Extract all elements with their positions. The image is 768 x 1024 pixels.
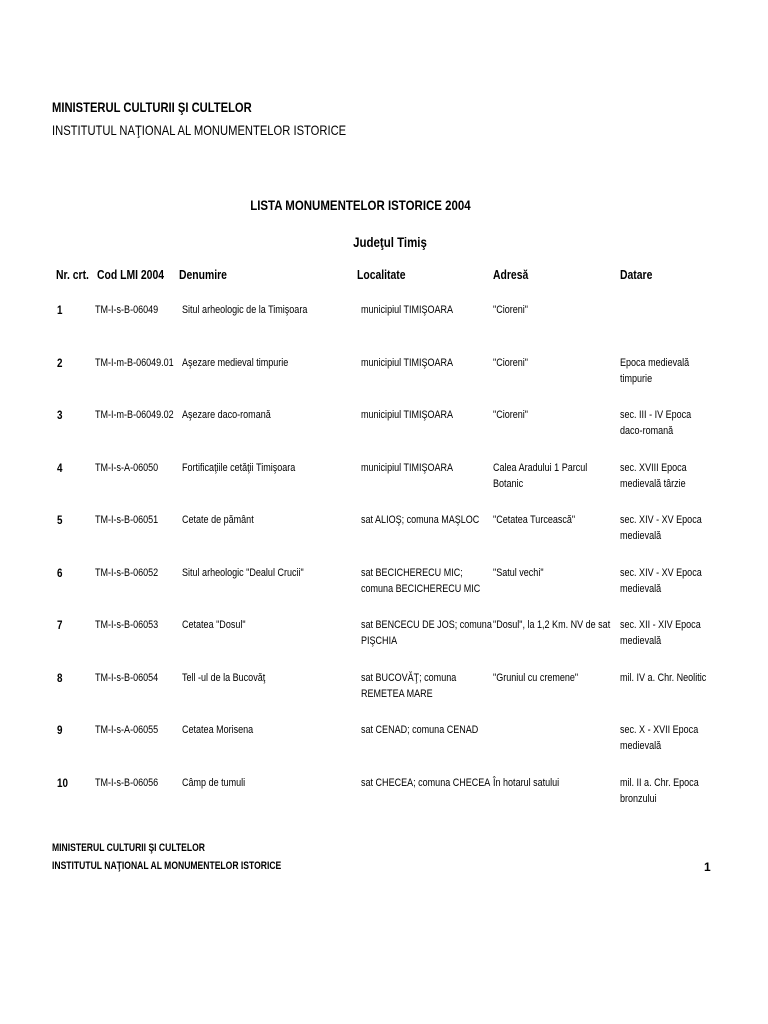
- cell-denumire-text: Situl arheologic de la Timişoara: [182, 304, 308, 316]
- cell-nr-text: 1: [57, 303, 63, 317]
- cell-datare: [620, 565, 720, 597]
- cell-cod: [95, 512, 172, 528]
- cell-denumire-text: Situl arheologic "Dealul Crucii": [182, 566, 304, 579]
- table-row: [0, 722, 768, 772]
- cell-denumire: [182, 722, 269, 738]
- cell-denumire: [182, 565, 330, 581]
- cell-cod-text: TM-I-s-B-06056: [95, 776, 159, 789]
- cell-localitate-text: sat BECICHERECU MIC;: [361, 566, 463, 579]
- cell-localitate: [361, 512, 505, 544]
- table-row: [0, 355, 768, 405]
- cell-adresa-text: "Satul vechi": [493, 566, 544, 579]
- column-header-cod: Cod LMI 2004: [97, 267, 165, 282]
- cell-adresa-text: "Dosul", la 1,2 Km. NV de sat: [493, 619, 611, 631]
- cell-cod: [95, 670, 172, 686]
- cell-datare-text: Epoca medievală: [620, 356, 690, 369]
- footer-institute: INSTITUTUL NAŢIONAL AL MONUMENTELOR ISTORICE: [52, 860, 282, 872]
- column-header-denumire: Denumire: [179, 267, 227, 282]
- cell-denumire: [182, 355, 312, 371]
- cell-denumire-text: Cetatea Morisena: [182, 724, 254, 736]
- cell-datare-text: daco-romană: [620, 425, 674, 437]
- cell-datare: [620, 512, 720, 544]
- cell-denumire-text: Câmp de tumuli: [182, 776, 246, 789]
- cell-nr-text: 6: [57, 565, 63, 580]
- cell-adresa-text: "Gruniul cu cremene": [493, 671, 579, 684]
- cell-adresa-text: "Cetatea Turcească": [493, 514, 576, 526]
- cell-cod: [95, 617, 172, 633]
- cell-cod: [95, 355, 191, 371]
- table-row: [0, 407, 768, 457]
- cell-denumire: [182, 302, 335, 318]
- cell-cod-text: TM-I-s-B-06053: [95, 619, 159, 631]
- cell-denumire: [182, 407, 290, 423]
- cell-nr-text: 9: [57, 723, 63, 737]
- cell-nr: [57, 512, 64, 528]
- cell-cod: [95, 722, 172, 738]
- cell-localitate-text: municipiul TIMIŞOARA: [361, 356, 454, 369]
- cell-localitate-text: comuna BECICHERECU MIC: [361, 582, 481, 595]
- cell-adresa-text: Calea Aradului 1 Parcul: [493, 461, 588, 474]
- cell-localitate-text: municipiul TIMIŞOARA: [361, 304, 454, 316]
- cell-nr: [57, 722, 64, 738]
- cell-denumire: [182, 460, 320, 476]
- cell-datare: [620, 355, 704, 387]
- cell-localitate-text: sat BUCOVĂŢ; comuna: [361, 671, 457, 684]
- page-number: 1: [704, 860, 711, 874]
- cell-cod-text: TM-I-s-B-06054: [95, 671, 159, 684]
- cell-nr-text: 5: [57, 513, 63, 527]
- cell-adresa-text: "Cioreni": [493, 356, 528, 369]
- footer-ministry: MINISTERUL CULTURII ŞI CULTELOR: [52, 842, 206, 854]
- cell-nr: [57, 565, 64, 581]
- cell-datare-text: medievală târzie: [620, 477, 686, 490]
- cell-datare-text: medievală: [620, 740, 662, 752]
- cell-localitate: [361, 670, 477, 702]
- table-row: [0, 460, 768, 510]
- cell-nr-text: 4: [57, 460, 63, 475]
- cell-datare: [620, 460, 701, 492]
- cell-nr: [57, 617, 64, 633]
- cell-datare-text: sec. XIV - XV Epoca: [620, 514, 702, 526]
- cell-datare-text: timpurie: [620, 372, 653, 385]
- cell-datare-text: mil. IV a. Chr. Neolitic: [620, 671, 707, 684]
- cell-datare: [620, 722, 715, 754]
- cell-cod-text: TM-I-s-B-06052: [95, 566, 159, 579]
- cell-cod: [95, 407, 191, 423]
- cell-adresa: [493, 670, 597, 702]
- cell-localitate: [361, 722, 504, 754]
- column-header-adresa: Adresă: [493, 267, 529, 282]
- cell-nr: [57, 460, 64, 476]
- cell-datare-text: medievală: [620, 530, 662, 542]
- cell-adresa: [493, 407, 536, 439]
- cell-cod: [95, 460, 172, 476]
- cell-cod-text: TM-I-m-B-06049.01: [95, 356, 174, 369]
- cell-cod-text: TM-I-s-A-06050: [95, 461, 159, 474]
- cell-localitate-text: municipiul TIMIŞOARA: [361, 461, 454, 474]
- column-header-nr: Nr. crt.: [56, 267, 89, 282]
- cell-datare: [620, 617, 718, 649]
- cell-datare-text: bronzului: [620, 792, 657, 805]
- cell-cod: [95, 565, 172, 581]
- cell-localitate: [361, 460, 473, 492]
- cell-denumire: [182, 775, 259, 791]
- cell-localitate-text: sat BENCECU DE JOS; comuna: [361, 619, 492, 631]
- cell-localitate-text: REMETEA MARE: [361, 687, 433, 700]
- cell-datare-text: sec. III - IV Epoca: [620, 409, 692, 421]
- cell-adresa-text: Botanic: [493, 477, 524, 490]
- cell-localitate-text: sat CHECEA; comuna CHECEA: [361, 776, 491, 789]
- cell-nr: [57, 407, 64, 423]
- cell-datare-text: mil. II a. Chr. Epoca: [620, 776, 699, 789]
- cell-nr: [57, 302, 64, 318]
- cell-datare: [620, 670, 725, 702]
- column-header-datare: Datare: [620, 267, 653, 282]
- cell-adresa: [493, 302, 536, 334]
- cell-datare-text: sec. XVIII Epoca: [620, 461, 687, 474]
- cell-datare-text: sec. XIV - XV Epoca: [620, 566, 702, 579]
- document-subtitle: Judeţul Timiş: [353, 234, 427, 250]
- cell-denumire: [182, 617, 260, 633]
- cell-denumire-text: Fortificaţiile cetăţii Timişoara: [182, 461, 296, 474]
- cell-adresa: [493, 355, 536, 387]
- cell-adresa: [493, 565, 555, 597]
- cell-nr-text: 7: [57, 618, 63, 632]
- cell-denumire: [182, 670, 284, 686]
- institute-header: INSTITUTUL NAŢIONAL AL MONUMENTELOR ISTORICE: [52, 122, 347, 138]
- cell-nr-text: 3: [57, 408, 63, 422]
- cell-adresa: [493, 775, 574, 807]
- cell-cod-text: TM-I-m-B-06049.02: [95, 409, 174, 421]
- cell-adresa: [493, 512, 593, 544]
- table-row: [0, 512, 768, 562]
- cell-cod-text: TM-I-s-A-06055: [95, 724, 159, 736]
- cell-denumire-text: Cetatea "Dosul": [182, 619, 246, 631]
- cell-adresa-text: În hotarul satului: [493, 776, 560, 789]
- cell-cod: [95, 775, 172, 791]
- cell-denumire-text: Tell -ul de la Bucovăţ: [182, 671, 266, 684]
- cell-nr-text: 2: [57, 355, 63, 370]
- cell-datare-text: medievală: [620, 635, 662, 647]
- cell-nr: [57, 775, 70, 791]
- ministry-header: MINISTERUL CULTURII ŞI CULTELOR: [52, 99, 252, 115]
- column-header-localitate: Localitate: [357, 267, 406, 282]
- cell-localitate: [361, 302, 473, 334]
- cell-cod-text: TM-I-s-B-06049: [95, 304, 159, 316]
- cell-localitate-text: sat CENAD; comuna CENAD: [361, 724, 479, 736]
- cell-localitate: [361, 565, 506, 597]
- table-row: [0, 565, 768, 615]
- cell-adresa-text: "Cioreni": [493, 304, 528, 316]
- cell-nr: [57, 355, 64, 371]
- cell-nr: [57, 670, 64, 686]
- cell-cod-text: TM-I-s-B-06051: [95, 514, 159, 526]
- cell-datare-text: sec. X - XVII Epoca: [620, 724, 699, 736]
- cell-localitate: [361, 407, 473, 439]
- cell-datare-text: sec. XII - XIV Epoca: [620, 619, 701, 631]
- cell-denumire-text: Cetate de pământ: [182, 514, 254, 526]
- document-title: LISTA MONUMENTELOR ISTORICE 2004: [249, 197, 471, 213]
- cell-adresa: [493, 617, 636, 649]
- cell-denumire: [182, 512, 269, 528]
- table-row: [0, 670, 768, 720]
- cell-localitate-text: PIŞCHIA: [361, 635, 398, 647]
- cell-datare: [620, 407, 707, 439]
- table-row: [0, 302, 768, 352]
- cell-denumire-text: Aşezare medieval timpurie: [182, 356, 289, 369]
- cell-nr-text: 10: [57, 775, 68, 790]
- table-row: [0, 617, 768, 667]
- cell-localitate-text: sat ALIOŞ; comuna MAŞLOC: [361, 514, 480, 526]
- table-row: [0, 775, 768, 825]
- cell-datare-text: medievală: [620, 582, 662, 595]
- cell-datare: [620, 775, 716, 807]
- cell-adresa-text: "Cioreni": [493, 409, 528, 421]
- cell-denumire-text: Aşezare daco-romană: [182, 409, 271, 421]
- cell-cod: [95, 302, 172, 318]
- cell-nr-text: 8: [57, 670, 63, 685]
- cell-localitate: [361, 355, 473, 387]
- cell-adresa: [493, 460, 608, 492]
- cell-localitate-text: municipiul TIMIŞOARA: [361, 409, 454, 421]
